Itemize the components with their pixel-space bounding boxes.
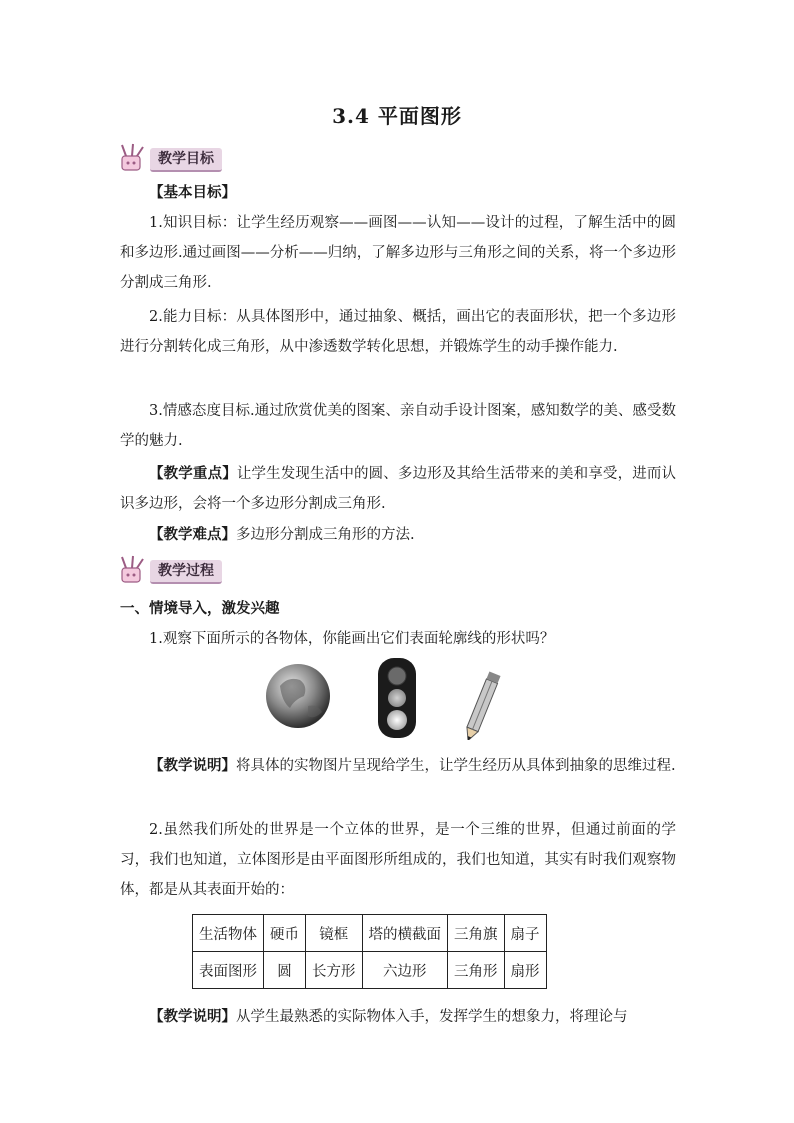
table-cell: 三角形 (448, 952, 505, 989)
difficult-point (120, 520, 676, 550)
section-header-process (116, 554, 246, 588)
globe-image (266, 664, 330, 728)
note-2-text: 从学生最熟悉的实际物体入手，发挥学生的想象力，将理论与 (236, 1009, 628, 1025)
pencil-cup-icon (116, 554, 148, 586)
pencil-image (462, 671, 500, 740)
table-cell: 扇子 (504, 915, 546, 952)
key-point-label: 【教学重点】 (149, 465, 237, 482)
section-header-objectives (116, 142, 246, 176)
table-cell: 硬币 (264, 915, 306, 952)
table-cell: 扇形 (504, 952, 546, 989)
table-cell: 表面图形 (193, 952, 264, 989)
note-1 (120, 751, 676, 781)
key-point-text: 让学生发现生活中的圆、多边形及其给生活带来的美和享受，进而认识多边形，会将一个多边形分割成三角形. (120, 466, 676, 512)
goal-3: 3.情感态度目标.通过欣赏优美的图案、亲自动手设计图案，感知数学的美、感受数学的魅力. (120, 403, 676, 449)
table-cell: 长方形 (306, 952, 363, 989)
pencil-cup-icon (116, 142, 148, 174)
table-row (193, 952, 547, 989)
table-cell: 六边形 (362, 952, 448, 989)
section-label: 教学过程 (150, 560, 222, 584)
difficult-point-text: 多边形分割成三角形的方法. (236, 527, 415, 543)
goal-1: 1.知识目标：让学生经历观察——画图——认知——设计的过程，了解生活中的圆和多边形.通过画图——分析——归纳，了解多边形与三角形之间的关系，将一个多边形分割成三角形. (120, 215, 676, 291)
page-title: 3.4 平面图形 (332, 104, 462, 128)
table-row (193, 915, 547, 952)
difficult-point-label: 【教学难点】 (149, 526, 236, 543)
section-label: 教学目标 (150, 148, 222, 172)
key-point (120, 459, 676, 519)
object-images (264, 656, 524, 740)
table-cell: 生活物体 (193, 915, 264, 952)
question-2: 2.虽然我们所处的世界是一个立体的世界，是一个三维的世界，但通过前面的学习，我们也知道，立体图形是由平面图形所组成的，我们也知道，其实有时我们观察物体，都是从其表面开始的： (120, 822, 676, 898)
goal-2: 2.能力目标：从具体图形中，通过抽象、概括，画出它的表面形状，把一个多边形进行分割转化成三角形，从中渗透数学转化思想，并锻炼学生的动手操作能力. (120, 309, 676, 355)
object-shape-table (192, 914, 547, 989)
note-1-text: 将具体的实物图片呈现给学生，让学生经历从具体到抽象的思维过程. (236, 758, 676, 774)
question-1: 1.观察下面所示的各物体，你能画出它们表面轮廓线的形状吗？ (149, 631, 555, 647)
basic-goal-heading: 【基本目标】 (149, 184, 236, 201)
note-1-label: 【教学说明】 (149, 757, 236, 774)
note-2 (120, 1002, 676, 1032)
traffic-light-image (378, 658, 416, 738)
table-cell: 镜框 (306, 915, 363, 952)
table-cell: 圆 (264, 952, 306, 989)
part1-heading: 一、情境导入，激发兴趣 (120, 600, 280, 617)
table-cell: 三角旗 (448, 915, 505, 952)
note-2-label: 【教学说明】 (149, 1008, 236, 1025)
table-cell: 塔的横截面 (362, 915, 448, 952)
